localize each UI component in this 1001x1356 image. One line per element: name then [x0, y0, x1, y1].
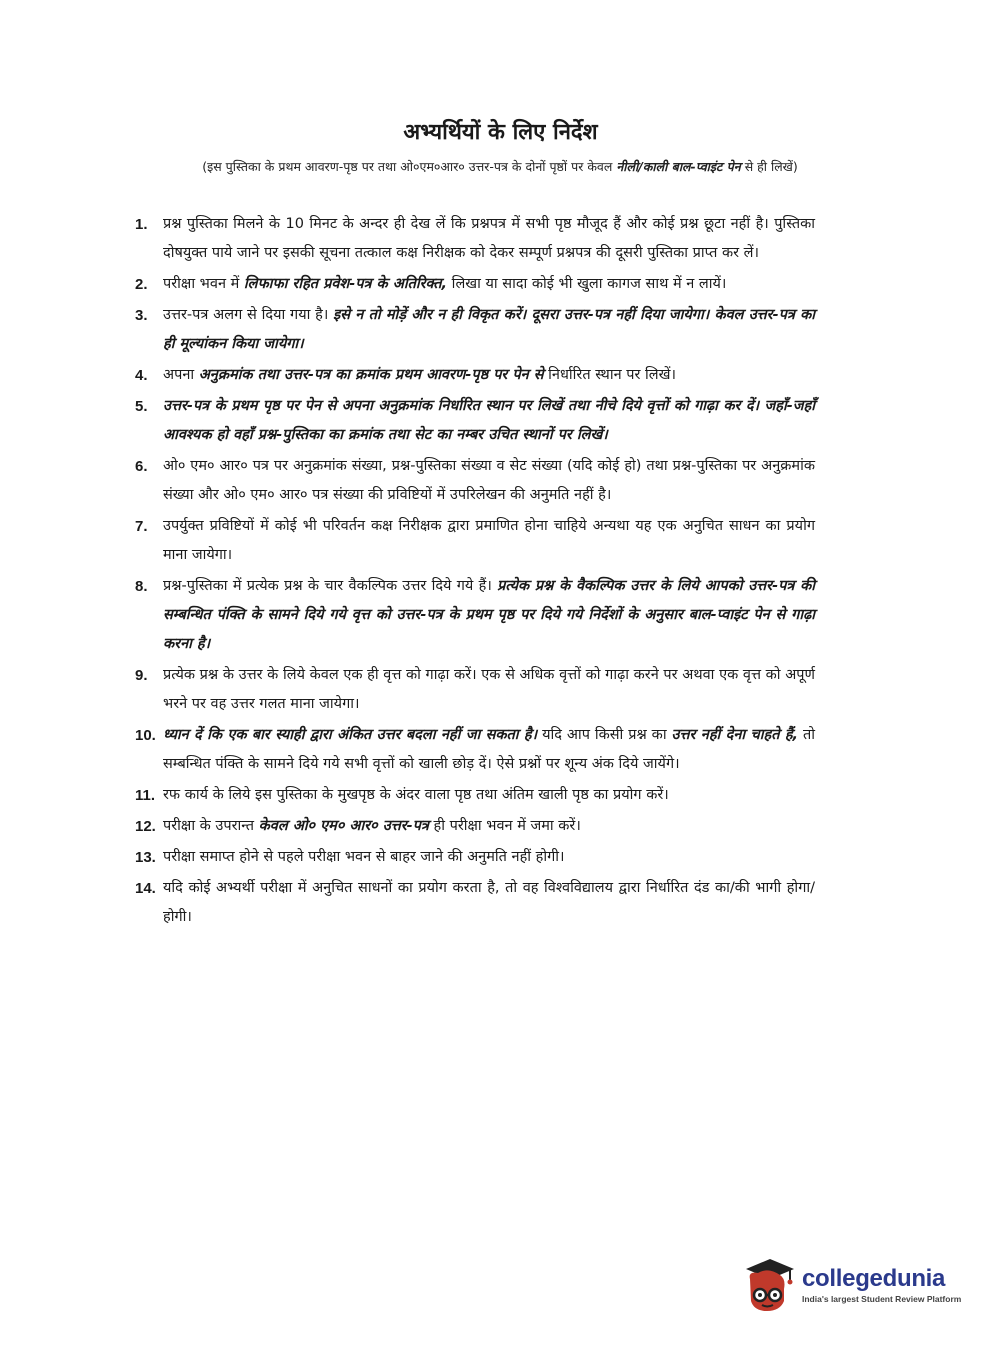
instruction-item: [135, 812, 815, 841]
instruction-emphasis: उत्तर नहीं देना चाहते हैं,: [671, 727, 799, 743]
instruction-text: [163, 721, 815, 779]
instruction-text-part: लिखा या सादा कोई भी खुला कागज साथ में न लायें।: [447, 276, 727, 292]
instruction-text-part: परीक्षा समाप्त होने से पहले परीक्षा भवन से बाहर जाने की अनुमति नहीं होगी।: [163, 849, 565, 865]
instruction-number: 8.: [135, 578, 148, 595]
subtitle-before: (इस पुस्तिका के प्रथम आवरण-पृष्ठ पर तथा ओ०एम०आर० उत्तर-पत्र के दोनों पृष्ठों पर केवल: [202, 159, 617, 174]
instruction-number: 7.: [135, 518, 148, 535]
instruction-number: 6.: [135, 458, 148, 475]
instruction-emphasis: उत्तर-पत्र के प्रथम पृष्ठ पर पेन से अपना अनुक्रमांक निर्धारित स्थान पर लिखें तथा नीचे दिये वृत्तों को गाढ़ा कर दें। जहाँ-जहाँ आवश्यक हो वहाँ प्रश्न-पुस्तिका का क्रमांक तथा सेट का नम्बर उचित स्थानों पर लिखें।: [163, 398, 815, 443]
instruction-text-part: उत्तर-पत्र अलग से दिया गया है।: [163, 307, 334, 323]
instruction-text-part: प्रश्न पुस्तिका मिलने के 10 मिनट के अन्दर ही देख लें कि प्रश्नपत्र में सभी पृष्ठ मौजूद हैं और कोई प्रश्न छूटा नहीं है। पुस्तिका दोषयुक्त पाये जाने पर इसकी सूचना तत्काल कक्ष निरीक्षक को देकर सम्पूर्ण प्रश्नपत्र की दूसरी पुस्तिका प्राप्त कर लें।: [163, 216, 815, 261]
instruction-number: 10.: [135, 727, 156, 744]
instruction-text-part: अपना: [163, 367, 199, 383]
instruction-text-part: परीक्षा भवन में: [163, 276, 244, 292]
instruction-text: [163, 661, 815, 719]
logo-tagline: India's largest Student Review Platform: [802, 1293, 962, 1304]
logo-text-group: [802, 1265, 961, 1304]
instruction-text: [163, 270, 815, 299]
instruction-item: [135, 301, 815, 359]
instruction-text-part: परीक्षा के उपरान्त: [163, 818, 259, 834]
instruction-emphasis: अनुक्रमांक तथा उत्तर-पत्र का क्रमांक प्रथम आवरण-पृष्ठ पर पेन से: [198, 367, 544, 383]
instruction-number: 5.: [135, 398, 148, 415]
subtitle-after: से ही लिखें): [740, 159, 798, 174]
instruction-text: [163, 361, 815, 390]
instruction-text-part: रफ कार्य के लिये इस पुस्तिका के मुखपृष्ठ के अंदर वाला पृष्ठ तथा अंतिम खाली पृष्ठ का प्रयोग करें।: [163, 787, 669, 803]
instruction-text: [163, 572, 815, 659]
instruction-number: 2.: [135, 276, 148, 293]
instruction-item: [135, 572, 815, 659]
instruction-text: [163, 452, 815, 510]
instruction-item: [135, 512, 815, 570]
instruction-number: 11.: [135, 787, 156, 804]
instruction-number: 12.: [135, 818, 156, 835]
instruction-text: [163, 781, 815, 810]
instruction-emphasis: प्रत्येक प्रश्न के वैकल्पिक उत्तर के लिये आपको उत्तर-पत्र की सम्बन्धित पंक्ति के सामने दिये गये वृत्त को उत्तर-पत्र के प्रथम पृष्ठ पर दिये गये निर्देशों के अनुसार बाल-प्वाइंट पेन से गाढ़ा करना है।: [163, 578, 815, 652]
mascot-icon: [740, 1253, 796, 1315]
instruction-text: [163, 874, 815, 932]
instruction-item: [135, 392, 815, 450]
instruction-text-part: तो सम्बन्धित पंक्ति के सामने दिये गये सभी वृत्तों को खाली छोड़ दें। ऐसे प्रश्नों पर शून्य अंक दिये जायेंगे।: [163, 727, 816, 772]
instruction-item: [135, 270, 815, 299]
instruction-text: [163, 392, 815, 450]
instruction-text-part: यदि आप किसी प्रश्न का: [537, 727, 672, 743]
instruction-text-part: प्रत्येक प्रश्न के उत्तर के लिये केवल एक ही वृत्त को गाढ़ा करें। एक से अधिक वृत्तों को गाढ़ा करने पर अथवा एक वृत्त को अपूर्ण भरने पर वह उत्तर गलत माना जायेगा।: [163, 667, 815, 712]
instruction-emphasis: लिफाफा रहित प्रवेश-पत्र के अतिरिक्त,: [243, 276, 448, 292]
instruction-text-part: यदि कोई अभ्यर्थी परीक्षा में अनुचित साधनों का प्रयोग करता है, तो वह विश्वविद्यालय द्वारा निर्धारित दंड का/की भागी होगा/होगी।: [163, 880, 815, 925]
instruction-emphasis: ध्यान दें कि एक बार स्याही द्वारा अंकित उत्तर बदला नहीं जा सकता है।: [163, 727, 538, 743]
collegedunia-logo: [740, 1248, 970, 1320]
instruction-list: [135, 210, 815, 934]
instruction-text-part: उपर्युक्त प्रविष्टियों में कोई भी परिवर्तन कक्ष निरीक्षक द्वारा प्रमाणित होना चाहिये अन्यथा यह एक अनुचित साधन का प्रयोग माना जायेगा।: [163, 518, 815, 563]
instruction-text: [163, 512, 815, 570]
instruction-number: 14.: [135, 880, 156, 897]
instruction-item: [135, 781, 815, 810]
instruction-number: 4.: [135, 367, 148, 384]
instruction-item: [135, 721, 815, 779]
instruction-text: [163, 812, 815, 841]
instruction-text-part: निर्धारित स्थान पर लिखें।: [543, 367, 676, 383]
page-title: अभ्यर्थियों के लिए निर्देश: [403, 120, 598, 145]
instruction-emphasis: केवल ओ० एम० आर० उत्तर-पत्र: [258, 818, 429, 834]
instruction-number: 1.: [135, 216, 148, 233]
instruction-number: 13.: [135, 849, 156, 866]
logo-brand: collegedunia: [802, 1264, 946, 1292]
page-subtitle: [70, 158, 930, 175]
instruction-text-part: ही परीक्षा भवन में जमा करें।: [428, 818, 581, 834]
instruction-item: [135, 361, 815, 390]
instruction-text-part: प्रश्न-पुस्तिका में प्रत्येक प्रश्न के चार वैकल्पिक उत्तर दिये गये हैं।: [163, 578, 498, 594]
instruction-number: 9.: [135, 667, 148, 684]
instruction-item: [135, 661, 815, 719]
subtitle-emphasis: नीली/काली बाल-प्वाइंट पेन: [616, 159, 741, 174]
instruction-text: [163, 210, 815, 268]
instruction-item: [135, 874, 815, 932]
instruction-text: [163, 301, 815, 359]
instruction-number: 3.: [135, 307, 148, 324]
instruction-item: [135, 843, 815, 872]
instruction-item: [135, 452, 815, 510]
instruction-item: [135, 210, 815, 268]
instruction-text-part: ओ० एम० आर० पत्र पर अनुक्रमांक संख्या, प्रश्न-पुस्तिका संख्या व सेट संख्या (यदि कोई हो) तथा प्रश्न-पुस्तिका पर अनुक्रमांक संख्या और ओ० एम० आर० पत्र संख्या की प्रविष्टियों में उपरिलेखन की अनुमति नहीं है।: [163, 458, 815, 503]
instruction-text: [163, 843, 815, 872]
instruction-emphasis: इसे न तो मोड़ें और न ही विकृत करें। दूसरा उत्तर-पत्र नहीं दिया जायेगा। केवल उत्तर-पत्र का ही मूल्यांकन किया जायेगा।: [163, 307, 815, 352]
